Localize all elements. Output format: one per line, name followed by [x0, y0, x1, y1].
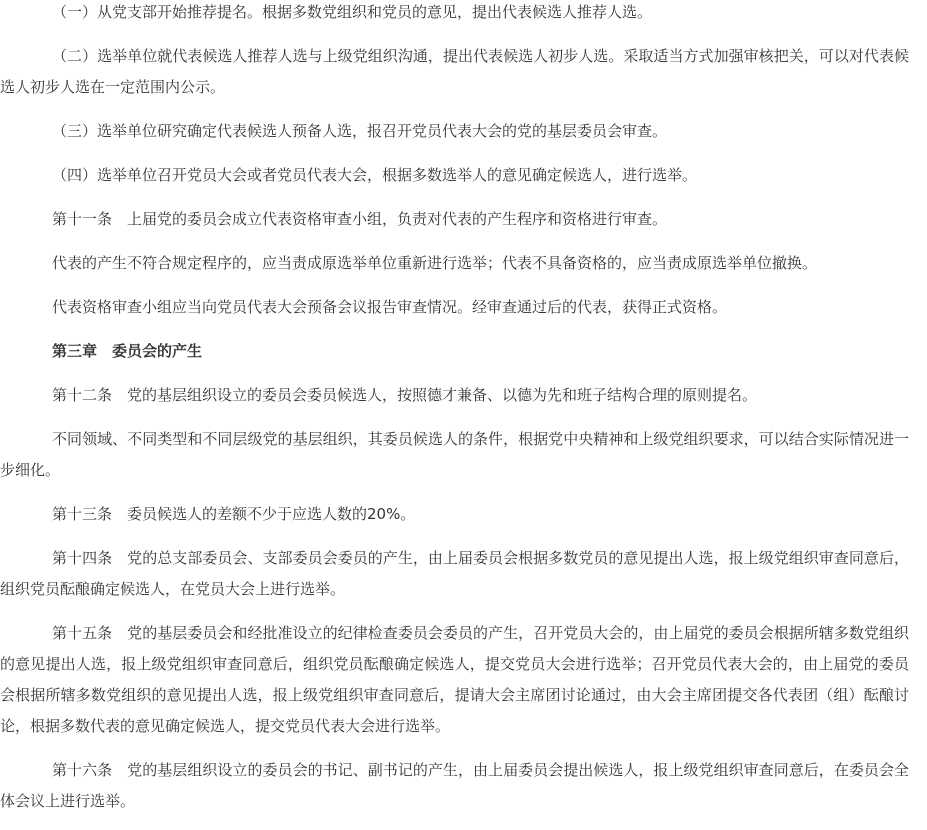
paragraph-article-12: 第十二条 党的基层组织设立的委员会委员候选人，按照德才兼备、以德为先和班子结构合理的原则提名。 [52, 386, 758, 404]
paragraph-article-16: 第十六条 党的基层组织设立的委员会的书记、副书记的产生，由上届委员会提出候选人，报上级党组织审查同意后，在委员会全体会议上进行选举。 [0, 761, 909, 810]
paragraph-article-11: 第十一条 上届党的委员会成立代表资格审查小组，负责对代表的产生程序和资格进行审查。 [52, 210, 668, 228]
paragraph-nomination-step-2: （二）选举单位就代表候选人推荐人选与上级党组织沟通，提出代表候选人初步人选。采取适当方式加强审核把关，可以对代表候选人初步人选在一定范围内公示。 [0, 47, 909, 96]
paragraph-nomination-step-3: （三）选举单位研究确定代表候选人预备人选，报召开党员代表大会的党的基层委员会审查。 [52, 122, 668, 140]
paragraph-nomination-step-4: （四）选举单位召开党员大会或者党员代表大会，根据多数选举人的意见确定候选人，进行选举。 [52, 166, 698, 184]
paragraph-nomination-step-1: （一）从党支部开始推荐提名。根据多数党组织和党员的意见，提出代表候选人推荐人选。 [52, 3, 653, 21]
paragraph-article-12-clause-2: 不同领域、不同类型和不同层级党的基层组织，其委员候选人的条件，根据党中央精神和上级党组织要求，可以结合实际情况进一步细化。 [0, 430, 909, 479]
paragraph-article-15: 第十五条 党的基层委员会和经批准设立的纪律检查委员会委员的产生，召开党员大会的，由上届党的委员会根据所辖多数党组织的意见提出人选，报上级党组织审查同意后，组织党员酝酿确定候选人，提交党员大会进行选举；召开党员代表大会的，由上届党的委员会根据所辖多数党组织的意见提出人选，报上级党组织审查同意后，提请大会主席团讨论通过，由大会主席团提交各代表团（组）酝酿讨论，根据多数代表的意见确定候选人，提交党员代表大会进行选举。 [0, 624, 909, 735]
paragraph-article-11-clause-2: 代表的产生不符合规定程序的，应当责成原选举单位重新进行选举；代表不具备资格的，应当责成原选举单位撤换。 [52, 254, 818, 272]
paragraph-article-14: 第十四条 党的总支部委员会、支部委员会委员的产生，由上届委员会根据多数党员的意见提出人选，报上级党组织审查同意后，组织党员酝酿确定候选人，在党员大会上进行选举。 [0, 549, 909, 598]
chapter-3-heading: 第三章 委员会的产生 [52, 342, 203, 360]
paragraph-article-13: 第十三条 委员候选人的差额不少于应选人数的20%。 [52, 505, 416, 523]
paragraph-article-11-clause-3: 代表资格审查小组应当向党员代表大会预备会议报告审查情况。经审查通过后的代表，获得正式资格。 [52, 298, 728, 316]
